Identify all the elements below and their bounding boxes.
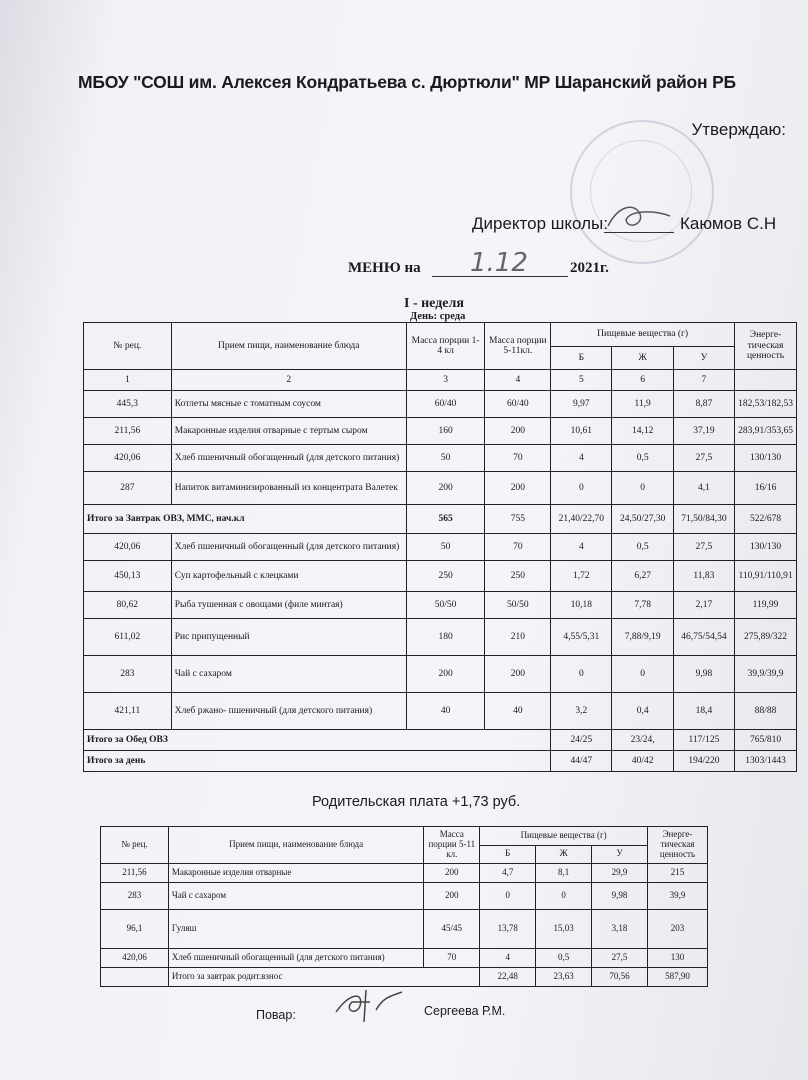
school-name: МБОУ "СОШ им. Алексея Кондратьева с. Дюртюли" МР Шаранский район РБ [78, 72, 736, 92]
protein: 9,97 [551, 391, 612, 418]
column-index: 7 [673, 370, 734, 391]
header-nutrients: Пищевые вещества (г) [480, 827, 648, 846]
director-name: Каюмов С.Н [680, 214, 777, 233]
table-row [101, 949, 708, 968]
total-protein: 24/25 [551, 730, 612, 751]
energy: 283,91/353,65 [735, 418, 797, 445]
total-fat: 24,50/27,30 [612, 505, 673, 534]
column-index: 3 [406, 370, 485, 391]
day-fat: 40/42 [612, 751, 673, 772]
carbs: 2,17 [673, 592, 734, 619]
carbs: 9,98 [673, 656, 734, 693]
day-energy: 1303/1443 [735, 751, 797, 772]
mass-1-4: 50 [406, 534, 485, 561]
parent-fee-table [100, 826, 708, 987]
header-energy: Энерге-тическая ценность [647, 827, 707, 864]
menu-date: 1.12 [470, 248, 528, 278]
dish-name: Напиток витаминизированный из концентрата Валетек [171, 472, 406, 505]
total-fat: 23/24, [612, 730, 673, 751]
mass-5-11: 60/40 [485, 391, 551, 418]
mass-5-11: 200 [485, 472, 551, 505]
fat: 0 [612, 472, 673, 505]
dish-name: Макаронные изделия отварные [168, 864, 423, 883]
protein: 0 [551, 472, 612, 505]
menu-table [83, 322, 797, 772]
mass-5-11: 200 [485, 656, 551, 693]
cook-signature [330, 986, 410, 1026]
menu-title: МЕНЮ на [348, 260, 421, 276]
empty-cell [101, 968, 169, 987]
header-recipe-number: № рец. [84, 323, 172, 370]
week-label: I - неделя [404, 296, 464, 311]
protein: 10,18 [551, 592, 612, 619]
recipe-number: 445,3 [84, 391, 172, 418]
cook-name: Сергеева Р.М. [424, 1004, 506, 1018]
header-mass: Масса порции 5-11 кл. [424, 827, 480, 864]
header-carbs: У [592, 845, 648, 864]
mass-1-4: 160 [406, 418, 485, 445]
header-energy: Энерге-тическая ценность [735, 323, 797, 370]
carbs: 37,19 [673, 418, 734, 445]
protein: 4 [551, 534, 612, 561]
carbs: 11,83 [673, 561, 734, 592]
dish-name: Хлеб пшеничный обогащенный (для детского питания) [168, 949, 423, 968]
mass-1-4: 50 [406, 445, 485, 472]
total-energy: 522/678 [735, 505, 797, 534]
header-dish-name: Прием пищи, наименование блюда [168, 827, 423, 864]
mass: 200 [424, 864, 480, 883]
recipe-number: 283 [84, 656, 172, 693]
table-row [84, 418, 797, 445]
table-row [101, 883, 708, 910]
header-protein: Б [551, 346, 612, 370]
dish-name: Хлеб ржано- пшеничный (для детского питания) [171, 693, 406, 730]
carbs: 3,18 [592, 910, 648, 949]
fat: 11,9 [612, 391, 673, 418]
total-protein: 22,48 [480, 968, 536, 987]
energy: 130/130 [735, 534, 797, 561]
mass-1-4: 200 [406, 472, 485, 505]
total-protein: 21,40/22,70 [551, 505, 612, 534]
fat: 7,88/9,19 [612, 619, 673, 656]
dish-name: Хлеб пшеничный обогащенный (для детского питания) [171, 445, 406, 472]
fat: 0,4 [612, 693, 673, 730]
parent-fee-total-row [101, 968, 708, 987]
protein: 0 [551, 656, 612, 693]
dish-name: Суп картофельный с клецками [171, 561, 406, 592]
mass: 70 [424, 949, 480, 968]
parent-fee: Родительская плата +1,73 руб. [312, 794, 521, 810]
total-fat: 23,63 [536, 968, 592, 987]
recipe-number: 211,56 [101, 864, 169, 883]
total-carbs: 117/125 [673, 730, 734, 751]
recipe-number: 420,06 [84, 534, 172, 561]
total-mass-5-11: 755 [485, 505, 551, 534]
recipe-number: 611,02 [84, 619, 172, 656]
parent-fee-total-label: Итого за завтрак родит.взнос [168, 968, 479, 987]
energy: 275,89/322 [735, 619, 797, 656]
table-header-row [101, 827, 708, 846]
table-row [101, 864, 708, 883]
dish-name: Рис припущенный [171, 619, 406, 656]
day-carbs: 194/220 [673, 751, 734, 772]
dish-name: Чай с сахаром [171, 656, 406, 693]
energy: 119,99 [735, 592, 797, 619]
protein: 13,78 [480, 910, 536, 949]
table-row [84, 656, 797, 693]
mass-1-4: 200 [406, 656, 485, 693]
breakfast-total-row [84, 505, 797, 534]
mass-1-4: 60/40 [406, 391, 485, 418]
table-header-row [84, 323, 797, 347]
table-row [84, 445, 797, 472]
total-energy: 765/810 [735, 730, 797, 751]
energy: 110,91/110,91 [735, 561, 797, 592]
director-signature [604, 196, 674, 236]
table-row [84, 561, 797, 592]
header-recipe-number: № рец. [101, 827, 169, 864]
energy: 130/130 [735, 445, 797, 472]
column-index: 6 [612, 370, 673, 391]
header-fat: Ж [536, 845, 592, 864]
mass-5-11: 70 [485, 534, 551, 561]
table-row [84, 472, 797, 505]
header-nutrients: Пищевые вещества (г) [551, 323, 735, 347]
recipe-number: 420,06 [101, 949, 169, 968]
dish-name: Хлеб пшеничный обогащенный (для детского питания) [171, 534, 406, 561]
table-row [84, 592, 797, 619]
approve-label: Утверждаю: [691, 120, 786, 139]
protein: 4,7 [480, 864, 536, 883]
mass-5-11: 210 [485, 619, 551, 656]
protein: 4 [551, 445, 612, 472]
column-index-row [84, 370, 797, 391]
mass-5-11: 250 [485, 561, 551, 592]
mass-1-4: 40 [406, 693, 485, 730]
fat: 7,78 [612, 592, 673, 619]
mass: 45/45 [424, 910, 480, 949]
day-total-row [84, 751, 797, 772]
header-mass-1-4: Масса порции 1-4 кл [406, 323, 485, 370]
energy: 16/16 [735, 472, 797, 505]
mass-1-4: 50/50 [406, 592, 485, 619]
fat: 0 [612, 656, 673, 693]
mass-5-11: 50/50 [485, 592, 551, 619]
protein: 4 [480, 949, 536, 968]
mass-1-4: 250 [406, 561, 485, 592]
total-energy: 587,90 [647, 968, 707, 987]
table-row [84, 693, 797, 730]
carbs: 46,75/54,54 [673, 619, 734, 656]
total-mass-1-4: 565 [406, 505, 485, 534]
column-index: 5 [551, 370, 612, 391]
fat: 8,1 [536, 864, 592, 883]
protein: 3,2 [551, 693, 612, 730]
energy: 39,9 [647, 883, 707, 910]
table-row [84, 391, 797, 418]
dish-name: Рыба тушенная с овощами (филе минтая) [171, 592, 406, 619]
cook-label: Повар: [256, 1008, 296, 1022]
protein: 4,55/5,31 [551, 619, 612, 656]
header-protein: Б [480, 845, 536, 864]
recipe-number: 421,11 [84, 693, 172, 730]
energy: 215 [647, 864, 707, 883]
carbs: 8,87 [673, 391, 734, 418]
header-mass-5-11: Масса порции 5-11кл. [485, 323, 551, 370]
fat: 0,5 [612, 534, 673, 561]
fat: 0,5 [536, 949, 592, 968]
energy: 39,9/39,9 [735, 656, 797, 693]
column-index: 2 [171, 370, 406, 391]
recipe-number: 450,13 [84, 561, 172, 592]
dish-name: Гуляш [168, 910, 423, 949]
table-row [84, 619, 797, 656]
fat: 0,5 [612, 445, 673, 472]
carbs: 27,5 [673, 445, 734, 472]
carbs: 27,5 [592, 949, 648, 968]
column-index: 1 [84, 370, 172, 391]
column-index [735, 370, 797, 391]
recipe-number: 283 [101, 883, 169, 910]
carbs: 4,1 [673, 472, 734, 505]
energy: 88/88 [735, 693, 797, 730]
day-label: День: среда [410, 311, 466, 322]
dish-name: Чай с сахаром [168, 883, 423, 910]
table-row [84, 534, 797, 561]
recipe-number: 211,56 [84, 418, 172, 445]
carbs: 9,98 [592, 883, 648, 910]
protein: 10,61 [551, 418, 612, 445]
energy: 130 [647, 949, 707, 968]
lunch-total-label: Итого за Обед ОВЗ [84, 730, 551, 751]
total-carbs: 71,50/84,30 [673, 505, 734, 534]
table-row [101, 910, 708, 949]
carbs: 27,5 [673, 534, 734, 561]
school-seal [570, 120, 714, 264]
fat: 15,03 [536, 910, 592, 949]
recipe-number: 287 [84, 472, 172, 505]
column-index: 4 [485, 370, 551, 391]
protein: 1,72 [551, 561, 612, 592]
header-fat: Ж [612, 346, 673, 370]
fat: 0 [536, 883, 592, 910]
fat: 6,27 [612, 561, 673, 592]
recipe-number: 96,1 [101, 910, 169, 949]
mass-5-11: 200 [485, 418, 551, 445]
dish-name: Котлеты мясные с томатным соусом [171, 391, 406, 418]
header-carbs: У [673, 346, 734, 370]
carbs: 29,9 [592, 864, 648, 883]
lunch-total-row [84, 730, 797, 751]
mass: 200 [424, 883, 480, 910]
breakfast-total-label: Итого за Завтрак ОВЗ, ММС, нач.кл [84, 505, 407, 534]
menu-year: 2021г. [570, 260, 609, 276]
header-dish-name: Прием пищи, наименование блюда [171, 323, 406, 370]
director-label: Директор школы: [472, 214, 608, 233]
total-carbs: 70,56 [592, 968, 648, 987]
recipe-number: 420,06 [84, 445, 172, 472]
mass-5-11: 40 [485, 693, 551, 730]
recipe-number: 80,62 [84, 592, 172, 619]
carbs: 18,4 [673, 693, 734, 730]
dish-name: Макаронные изделия отварные с тертым сыром [171, 418, 406, 445]
day-total-label: Итого за день [84, 751, 551, 772]
energy: 182,53/182,53 [735, 391, 797, 418]
mass-5-11: 70 [485, 445, 551, 472]
fat: 14,12 [612, 418, 673, 445]
protein: 0 [480, 883, 536, 910]
mass-1-4: 180 [406, 619, 485, 656]
day-protein: 44/47 [551, 751, 612, 772]
energy: 203 [647, 910, 707, 949]
